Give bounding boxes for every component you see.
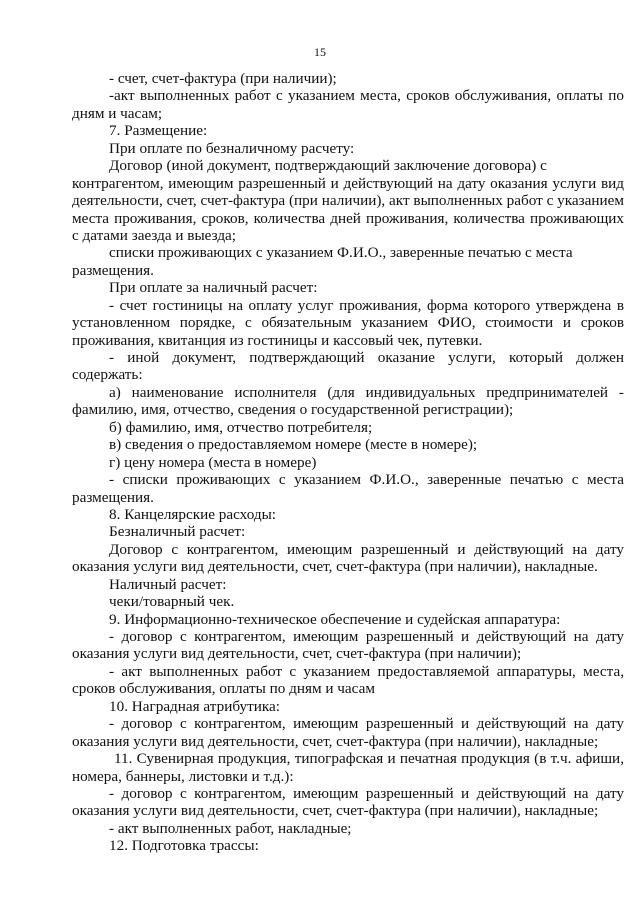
text-line: деятельности, счет, счет-фактура (при наличии), акт выполненных работ с указанием <box>72 192 624 210</box>
text-line: 8. Канцелярские расходы: <box>109 505 276 523</box>
text-line: 7. Размещение: <box>109 122 208 140</box>
text-line: -акт выполненных работ с указанием места, сроков обслуживания, оплаты по <box>109 87 624 105</box>
text-line: При оплате по безналичному расчету: <box>109 139 355 157</box>
text-line: с датами заезда и выезда; <box>72 226 237 244</box>
text-line: фамилию, имя, отчество, сведения о государственной регистрации); <box>72 401 514 419</box>
text-line: - договор с контрагентом, имеющим разрешенный и действующий на дату <box>109 715 624 733</box>
text-line: а) наименование исполнителя (для индивидуальных предпринимателей - <box>109 383 624 401</box>
text-line: размещения. <box>72 488 154 506</box>
text-line: сроков обслуживания, оплаты по дням и часам <box>72 680 375 698</box>
text-line: Договор (иной документ, подтверждающий заключение договора) с <box>109 157 547 175</box>
text-line: оказания услуги вид деятельности, счет, счет-фактура (при наличии), накладные; <box>72 732 599 750</box>
text-line: содержать: <box>72 366 143 384</box>
page-number: 15 <box>314 45 326 59</box>
text-line: Договор с контрагентом, имеющим разрешенный и действующий на дату <box>109 540 624 558</box>
text-line: - счет, счет-фактура (при наличии); <box>109 70 337 87</box>
text-line: контрагентом, имеющим разрешенный и действующий на дату оказания услуги вид <box>72 174 624 192</box>
text-line: - списки проживающих с указанием Ф.И.О., заверенные печатью с места <box>109 471 624 489</box>
text-line: - счет гостиницы на оплату услуг проживания, форма которого утверждена в <box>109 296 624 314</box>
text-line: г) цену номера (места в номере) <box>109 453 317 471</box>
text-line: - акт выполненных работ, накладные; <box>109 819 352 837</box>
text-line: - иной документ, подтверждающий оказание услуги, который должен <box>109 349 624 366</box>
text-line: номера, баннеры, листовки и т.д.): <box>72 767 294 785</box>
text-line: дням и часам; <box>72 104 163 122</box>
text-line: 11. Сувенирная продукция, типографская и печатная продукция (в т.ч. афиши, <box>114 750 624 768</box>
text-line: проживания, квитанция из гостиницы и кассовый чек, путевки. <box>72 331 483 349</box>
text-line: При оплате за наличный расчет: <box>109 279 318 297</box>
text-line: б) фамилию, имя, отчество потребителя; <box>109 418 373 436</box>
text-line: в) сведения о предоставляемом номере (месте в номере); <box>109 436 478 454</box>
text-line: - акт выполненных работ с указанием предоставляемой аппаратуры, места, <box>109 662 624 680</box>
text-line: 12. Подготовка трассы: <box>109 837 259 855</box>
document-body <box>72 70 624 855</box>
text-line: места проживания, сроков, количества дней проживания, количества проживающих <box>72 209 624 227</box>
text-line: - договор с контрагентом, имеющим разрешенный и действующий на дату <box>109 628 624 645</box>
text-line: оказания услуги вид деятельности, счет, счет-фактура (при наличии), накладные. <box>72 558 598 576</box>
text-line: - договор с контрагентом, имеющим разрешенный и действующий на дату <box>109 784 624 802</box>
text-line: Наличный расчет: <box>109 575 227 593</box>
text-line: оказания услуги вид деятельности, счет, счет-фактура (при наличии); <box>72 645 522 663</box>
text-line: оказания услуги вид деятельности, счет, счет-фактура (при наличии), накладные; <box>72 802 599 820</box>
text-line: размещения. <box>72 261 154 279</box>
text-line: 9. Информационно-техническое обеспечение и судейская аппаратура: <box>109 610 561 628</box>
text-line: чеки/товарный чек. <box>109 593 235 611</box>
text-line: 10. Наградная атрибутика: <box>109 697 280 715</box>
text-line: списки проживающих с указанием Ф.И.О., заверенные печатью с места <box>109 244 573 262</box>
text-line: Безналичный расчет: <box>109 523 246 541</box>
text-line: установленном порядке, с обязательным указанием ФИО, стоимости и сроков <box>72 314 624 332</box>
